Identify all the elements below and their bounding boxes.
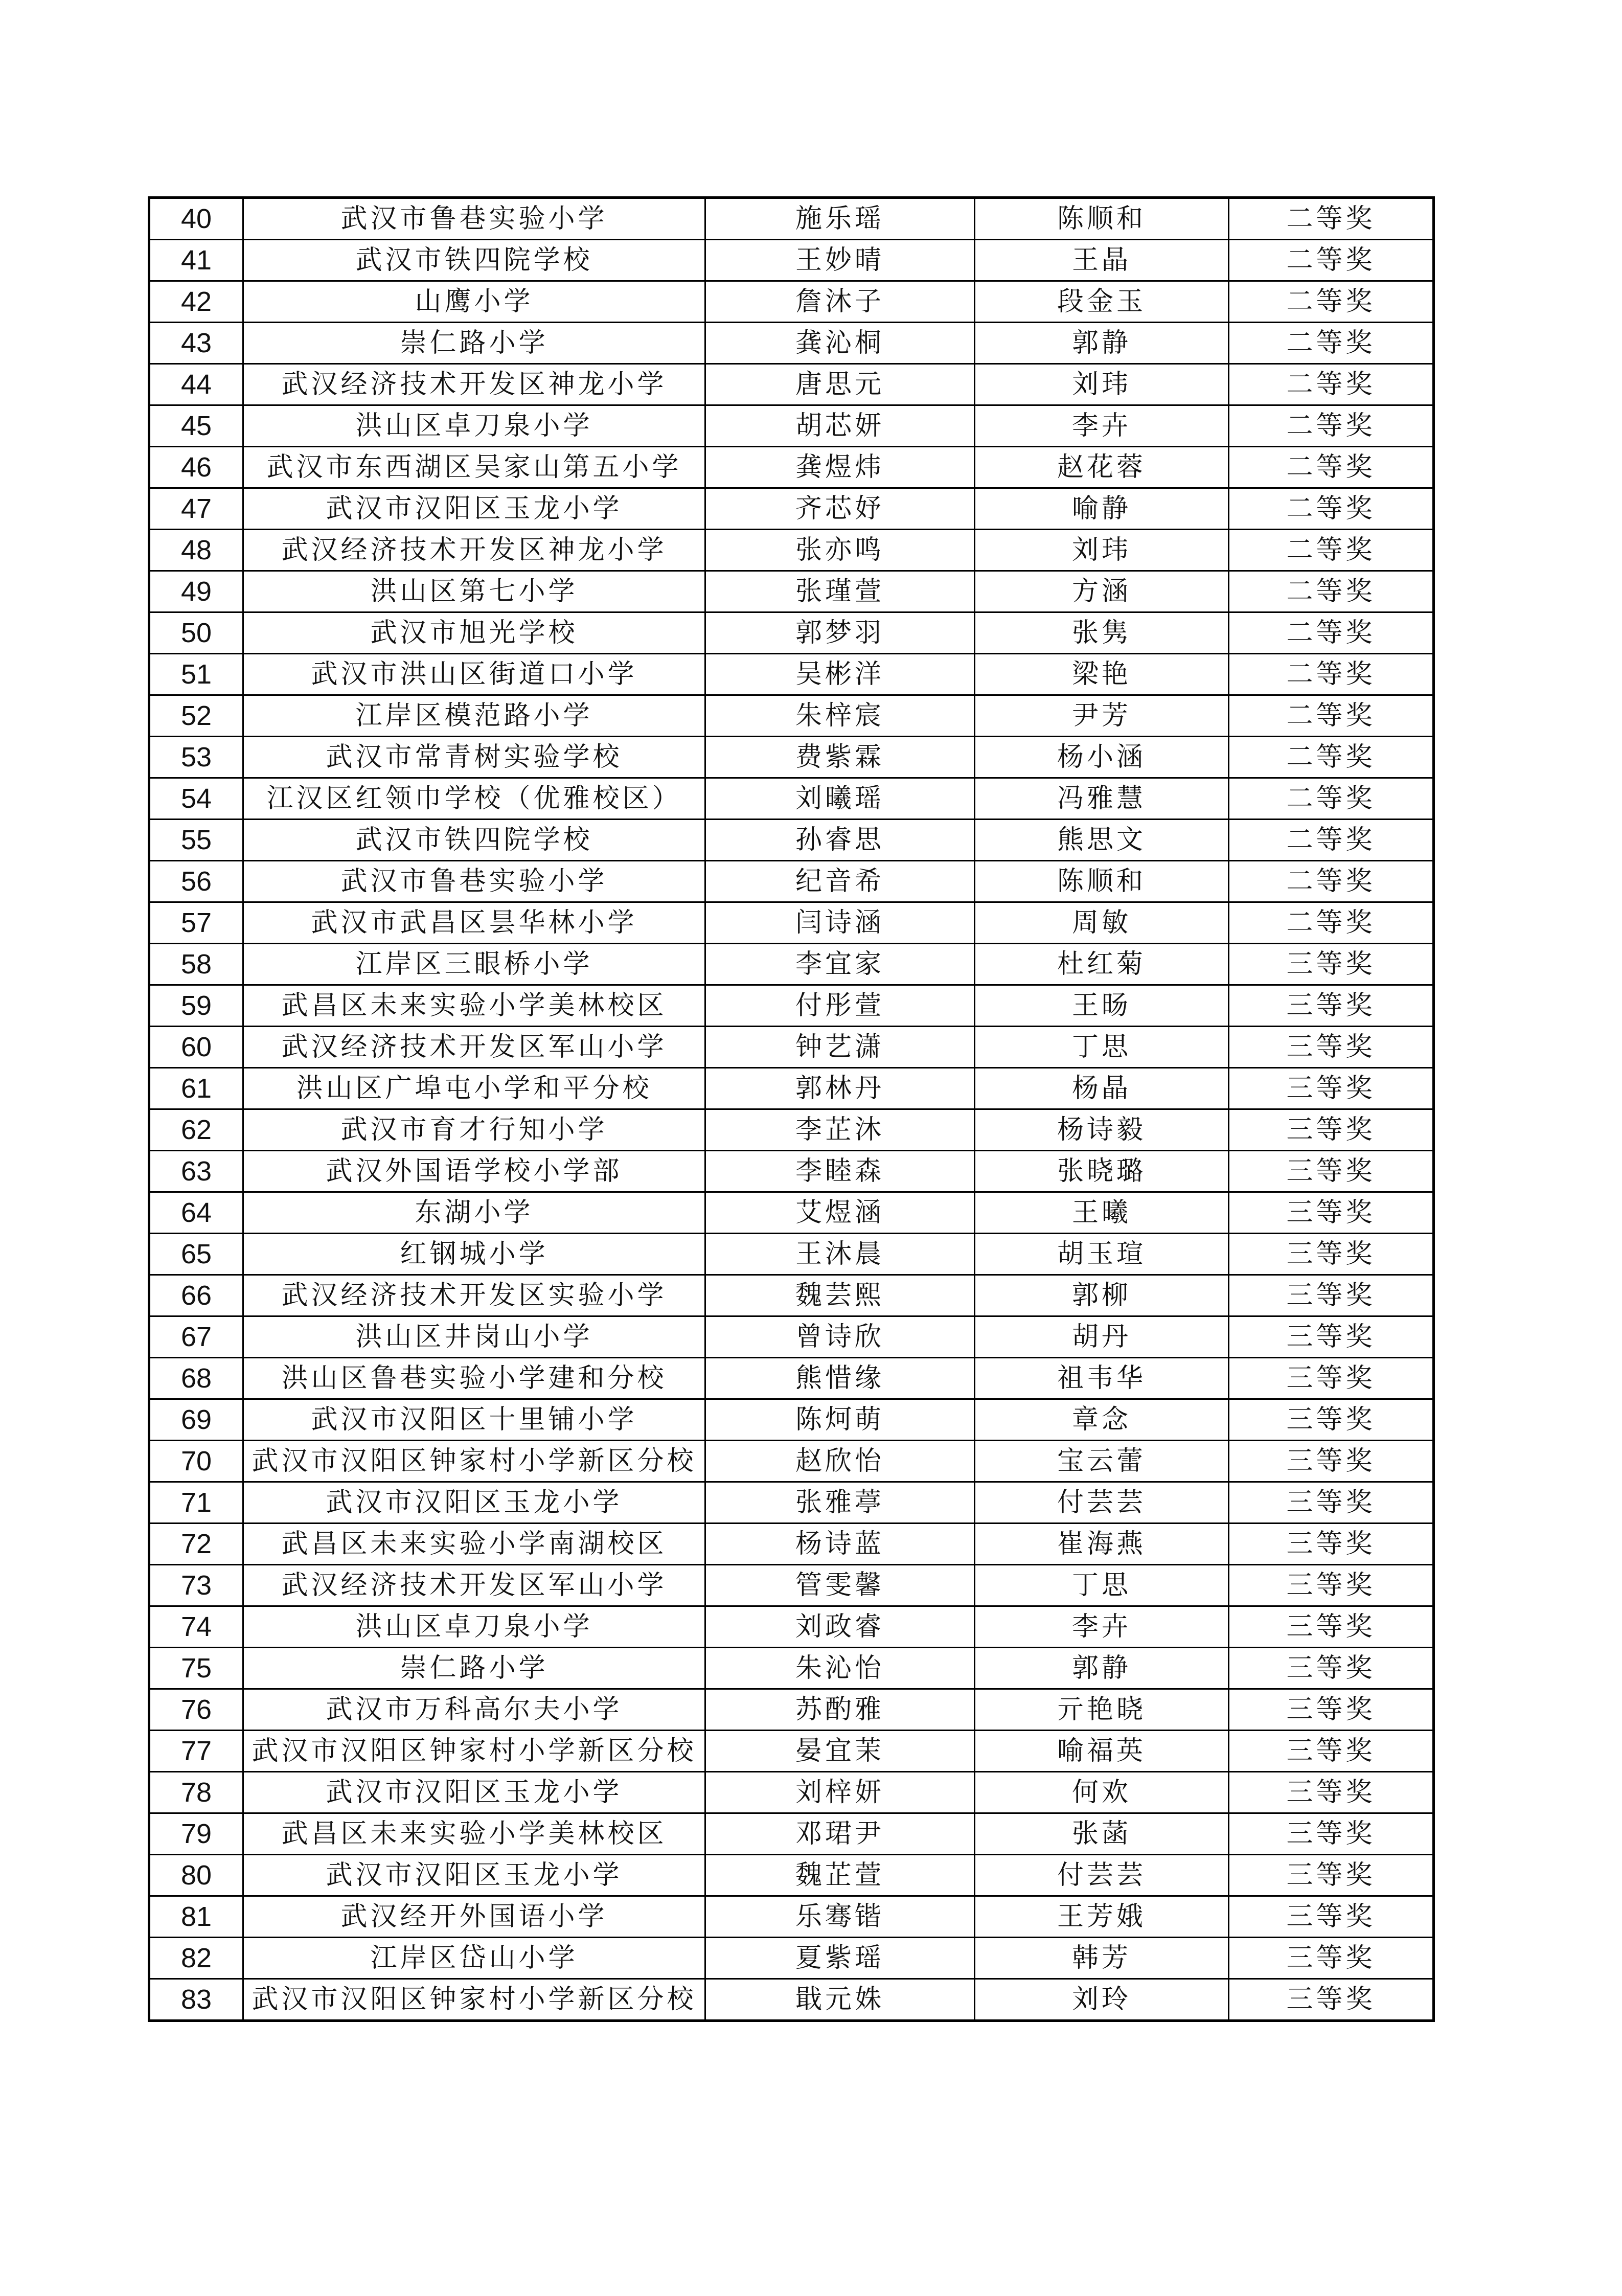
teacher-name-cell: 杨晶	[975, 1068, 1229, 1109]
school-cell: 红钢城小学	[243, 1234, 705, 1275]
school-cell: 武汉市铁四院学校	[243, 240, 705, 281]
award-level-cell: 三等奖	[1229, 1068, 1434, 1109]
row-number-cell: 53	[149, 737, 243, 778]
table-row	[149, 1358, 1434, 1399]
table-row	[149, 447, 1434, 488]
award-level-cell: 二等奖	[1229, 405, 1434, 447]
table-row	[149, 1068, 1434, 1109]
teacher-name-cell: 郭静	[975, 323, 1229, 364]
student-name-cell: 刘梓妍	[705, 1772, 975, 1813]
student-name-cell: 李芷沐	[705, 1109, 975, 1151]
student-name-cell: 管雯馨	[705, 1565, 975, 1606]
teacher-name-cell: 章念	[975, 1399, 1229, 1441]
teacher-name-cell: 赵花蓉	[975, 447, 1229, 488]
row-number-cell: 72	[149, 1524, 243, 1565]
table-row	[149, 1399, 1434, 1441]
school-cell: 武汉经济技术开发区神龙小学	[243, 364, 705, 405]
teacher-name-cell: 喻福英	[975, 1731, 1229, 1772]
table-row	[149, 323, 1434, 364]
student-name-cell: 王妙晴	[705, 240, 975, 281]
row-number-cell: 67	[149, 1316, 243, 1358]
student-name-cell: 张亦鸣	[705, 530, 975, 571]
table-row	[149, 902, 1434, 944]
award-level-cell: 二等奖	[1229, 323, 1434, 364]
school-cell: 江岸区三眼桥小学	[243, 944, 705, 985]
school-cell: 洪山区卓刀泉小学	[243, 1606, 705, 1648]
row-number-cell: 40	[149, 198, 243, 240]
school-cell: 武汉市汉阳区玉龙小学	[243, 1772, 705, 1813]
school-cell: 武汉经济技术开发区军山小学	[243, 1565, 705, 1606]
student-name-cell: 施乐瑶	[705, 198, 975, 240]
table-row	[149, 198, 1434, 240]
school-cell: 武汉市汉阳区玉龙小学	[243, 1855, 705, 1896]
student-name-cell: 熊惜缘	[705, 1358, 975, 1399]
student-name-cell: 张瑾萱	[705, 571, 975, 612]
school-cell: 武汉市鲁巷实验小学	[243, 198, 705, 240]
teacher-name-cell: 亓艳晓	[975, 1689, 1229, 1731]
school-cell: 武汉市东西湖区吴家山第五小学	[243, 447, 705, 488]
table-row	[149, 1316, 1434, 1358]
school-cell: 武汉市育才行知小学	[243, 1109, 705, 1151]
row-number-cell: 71	[149, 1482, 243, 1524]
table-row	[149, 1524, 1434, 1565]
school-cell: 武汉市汉阳区玉龙小学	[243, 1482, 705, 1524]
row-number-cell: 75	[149, 1648, 243, 1689]
award-level-cell: 三等奖	[1229, 1358, 1434, 1399]
award-level-cell: 三等奖	[1229, 1979, 1434, 2021]
school-cell: 洪山区广埠屯小学和平分校	[243, 1068, 705, 1109]
student-name-cell: 戢元姝	[705, 1979, 975, 2021]
row-number-cell: 49	[149, 571, 243, 612]
award-level-cell: 三等奖	[1229, 1275, 1434, 1316]
award-level-cell: 二等奖	[1229, 820, 1434, 861]
teacher-name-cell: 熊思文	[975, 820, 1229, 861]
teacher-name-cell: 付芸芸	[975, 1482, 1229, 1524]
award-level-cell: 三等奖	[1229, 1399, 1434, 1441]
teacher-name-cell: 刘玮	[975, 530, 1229, 571]
row-number-cell: 50	[149, 612, 243, 654]
award-level-cell: 三等奖	[1229, 1689, 1434, 1731]
row-number-cell: 58	[149, 944, 243, 985]
school-cell: 武汉市洪山区街道口小学	[243, 654, 705, 695]
award-level-cell: 三等奖	[1229, 1813, 1434, 1855]
table-row	[149, 364, 1434, 405]
teacher-name-cell: 郭静	[975, 1648, 1229, 1689]
table-row	[149, 612, 1434, 654]
award-level-cell: 二等奖	[1229, 737, 1434, 778]
award-level-cell: 二等奖	[1229, 612, 1434, 654]
school-cell: 武汉经济技术开发区神龙小学	[243, 530, 705, 571]
award-level-cell: 三等奖	[1229, 1027, 1434, 1068]
student-name-cell: 乐骞锴	[705, 1896, 975, 1938]
student-name-cell: 纪音希	[705, 861, 975, 902]
award-level-cell: 二等奖	[1229, 364, 1434, 405]
student-name-cell: 胡芯妍	[705, 405, 975, 447]
row-number-cell: 68	[149, 1358, 243, 1399]
student-name-cell: 王沐晨	[705, 1234, 975, 1275]
table-row	[149, 1648, 1434, 1689]
award-level-cell: 三等奖	[1229, 944, 1434, 985]
table-row	[149, 1234, 1434, 1275]
teacher-name-cell: 陈顺和	[975, 198, 1229, 240]
award-level-cell: 二等奖	[1229, 902, 1434, 944]
row-number-cell: 55	[149, 820, 243, 861]
award-level-cell: 二等奖	[1229, 861, 1434, 902]
table-row	[149, 820, 1434, 861]
teacher-name-cell: 喻静	[975, 488, 1229, 530]
row-number-cell: 77	[149, 1731, 243, 1772]
student-name-cell: 詹沐子	[705, 281, 975, 323]
teacher-name-cell: 胡玉瑄	[975, 1234, 1229, 1275]
row-number-cell: 82	[149, 1938, 243, 1979]
school-cell: 武昌区未来实验小学美林校区	[243, 1813, 705, 1855]
teacher-name-cell: 韩芳	[975, 1938, 1229, 1979]
teacher-name-cell: 杨小涵	[975, 737, 1229, 778]
student-name-cell: 张雅葶	[705, 1482, 975, 1524]
teacher-name-cell: 杨诗毅	[975, 1109, 1229, 1151]
row-number-cell: 59	[149, 985, 243, 1027]
table-row	[149, 1482, 1434, 1524]
row-number-cell: 60	[149, 1027, 243, 1068]
award-level-cell: 三等奖	[1229, 1482, 1434, 1524]
teacher-name-cell: 段金玉	[975, 281, 1229, 323]
student-name-cell: 艾煜涵	[705, 1192, 975, 1234]
teacher-name-cell: 方涵	[975, 571, 1229, 612]
teacher-name-cell: 王曦	[975, 1192, 1229, 1234]
teacher-name-cell: 王晶	[975, 240, 1229, 281]
table-row	[149, 737, 1434, 778]
row-number-cell: 41	[149, 240, 243, 281]
school-cell: 武汉市汉阳区十里铺小学	[243, 1399, 705, 1441]
table-row	[149, 1027, 1434, 1068]
student-name-cell: 魏芷萱	[705, 1855, 975, 1896]
teacher-name-cell: 崔海燕	[975, 1524, 1229, 1565]
table-row	[149, 281, 1434, 323]
award-level-cell: 三等奖	[1229, 985, 1434, 1027]
student-name-cell: 刘政睿	[705, 1606, 975, 1648]
award-level-cell: 二等奖	[1229, 447, 1434, 488]
student-name-cell: 郭林丹	[705, 1068, 975, 1109]
school-cell: 江岸区模范路小学	[243, 695, 705, 737]
award-level-cell: 二等奖	[1229, 530, 1434, 571]
award-level-cell: 二等奖	[1229, 654, 1434, 695]
school-cell: 武汉经开外国语小学	[243, 1896, 705, 1938]
school-cell: 武汉市万科高尔夫小学	[243, 1689, 705, 1731]
row-number-cell: 74	[149, 1606, 243, 1648]
award-level-cell: 三等奖	[1229, 1151, 1434, 1192]
table-row	[149, 778, 1434, 820]
table-row	[149, 861, 1434, 902]
student-name-cell: 魏芸熙	[705, 1275, 975, 1316]
student-name-cell: 陈炣萌	[705, 1399, 975, 1441]
teacher-name-cell: 杜红菊	[975, 944, 1229, 985]
row-number-cell: 44	[149, 364, 243, 405]
school-cell: 江汉区红领巾学校（优雅校区）	[243, 778, 705, 820]
table-row	[149, 1813, 1434, 1855]
table-row	[149, 1855, 1434, 1896]
table-row	[149, 488, 1434, 530]
award-level-cell: 二等奖	[1229, 240, 1434, 281]
student-name-cell: 闫诗涵	[705, 902, 975, 944]
row-number-cell: 80	[149, 1855, 243, 1896]
award-level-cell: 三等奖	[1229, 1648, 1434, 1689]
row-number-cell: 65	[149, 1234, 243, 1275]
row-number-cell: 81	[149, 1896, 243, 1938]
award-level-cell: 二等奖	[1229, 778, 1434, 820]
school-cell: 江岸区岱山小学	[243, 1938, 705, 1979]
row-number-cell: 52	[149, 695, 243, 737]
table-row	[149, 1441, 1434, 1482]
teacher-name-cell: 张菡	[975, 1813, 1229, 1855]
student-name-cell: 费紫霖	[705, 737, 975, 778]
row-number-cell: 73	[149, 1565, 243, 1606]
school-cell: 洪山区第七小学	[243, 571, 705, 612]
student-name-cell: 曾诗欣	[705, 1316, 975, 1358]
award-level-cell: 三等奖	[1229, 1565, 1434, 1606]
school-cell: 武汉外国语学校小学部	[243, 1151, 705, 1192]
teacher-name-cell: 丁思	[975, 1565, 1229, 1606]
row-number-cell: 69	[149, 1399, 243, 1441]
row-number-cell: 63	[149, 1151, 243, 1192]
teacher-name-cell: 刘玮	[975, 364, 1229, 405]
row-number-cell: 62	[149, 1109, 243, 1151]
row-number-cell: 64	[149, 1192, 243, 1234]
award-level-cell: 三等奖	[1229, 1938, 1434, 1979]
school-cell: 武汉市武昌区昙华林小学	[243, 902, 705, 944]
student-name-cell: 杨诗蓝	[705, 1524, 975, 1565]
teacher-name-cell: 胡丹	[975, 1316, 1229, 1358]
row-number-cell: 48	[149, 530, 243, 571]
row-number-cell: 43	[149, 323, 243, 364]
student-name-cell: 朱沁怡	[705, 1648, 975, 1689]
table-row	[149, 985, 1434, 1027]
student-name-cell: 钟艺潇	[705, 1027, 975, 1068]
teacher-name-cell: 张晓璐	[975, 1151, 1229, 1192]
table-row	[149, 1275, 1434, 1316]
row-number-cell: 46	[149, 447, 243, 488]
award-level-cell: 三等奖	[1229, 1234, 1434, 1275]
table-row	[149, 654, 1434, 695]
teacher-name-cell: 李卉	[975, 405, 1229, 447]
school-cell: 武汉经济技术开发区实验小学	[243, 1275, 705, 1316]
school-cell: 武汉市鲁巷实验小学	[243, 861, 705, 902]
school-cell: 武汉市旭光学校	[243, 612, 705, 654]
award-level-cell: 三等奖	[1229, 1524, 1434, 1565]
row-number-cell: 56	[149, 861, 243, 902]
table-row	[149, 1565, 1434, 1606]
school-cell: 洪山区鲁巷实验小学建和分校	[243, 1358, 705, 1399]
teacher-name-cell: 王旸	[975, 985, 1229, 1027]
award-level-cell: 二等奖	[1229, 198, 1434, 240]
row-number-cell: 79	[149, 1813, 243, 1855]
row-number-cell: 70	[149, 1441, 243, 1482]
school-cell: 崇仁路小学	[243, 1648, 705, 1689]
school-cell: 山鹰小学	[243, 281, 705, 323]
table-row	[149, 1109, 1434, 1151]
award-level-cell: 三等奖	[1229, 1606, 1434, 1648]
award-level-cell: 二等奖	[1229, 281, 1434, 323]
teacher-name-cell: 宝云蕾	[975, 1441, 1229, 1482]
table-row	[149, 1192, 1434, 1234]
student-name-cell: 邓珺尹	[705, 1813, 975, 1855]
student-name-cell: 孙睿思	[705, 820, 975, 861]
award-level-cell: 三等奖	[1229, 1316, 1434, 1358]
table-row	[149, 1689, 1434, 1731]
teacher-name-cell: 尹芳	[975, 695, 1229, 737]
school-cell: 洪山区井岗山小学	[243, 1316, 705, 1358]
teacher-name-cell: 何欢	[975, 1772, 1229, 1813]
teacher-name-cell: 陈顺和	[975, 861, 1229, 902]
student-name-cell: 郭梦羽	[705, 612, 975, 654]
award-level-cell: 三等奖	[1229, 1772, 1434, 1813]
school-cell: 武汉市汉阳区钟家村小学新区分校	[243, 1731, 705, 1772]
teacher-name-cell: 付芸芸	[975, 1855, 1229, 1896]
student-name-cell: 夏紫瑶	[705, 1938, 975, 1979]
school-cell: 崇仁路小学	[243, 323, 705, 364]
row-number-cell: 54	[149, 778, 243, 820]
school-cell: 洪山区卓刀泉小学	[243, 405, 705, 447]
award-table-body	[149, 198, 1434, 2021]
student-name-cell: 朱梓宸	[705, 695, 975, 737]
student-name-cell: 李睦森	[705, 1151, 975, 1192]
row-number-cell: 57	[149, 902, 243, 944]
award-level-cell: 三等奖	[1229, 1855, 1434, 1896]
row-number-cell: 78	[149, 1772, 243, 1813]
student-name-cell: 晏宜茉	[705, 1731, 975, 1772]
table-row	[149, 1772, 1434, 1813]
table-row	[149, 405, 1434, 447]
award-level-cell: 三等奖	[1229, 1896, 1434, 1938]
teacher-name-cell: 冯雅慧	[975, 778, 1229, 820]
award-level-cell: 三等奖	[1229, 1192, 1434, 1234]
teacher-name-cell: 郭柳	[975, 1275, 1229, 1316]
award-level-cell: 二等奖	[1229, 571, 1434, 612]
table-row	[149, 571, 1434, 612]
school-cell: 武汉市铁四院学校	[243, 820, 705, 861]
table-row	[149, 1731, 1434, 1772]
table-row	[149, 1606, 1434, 1648]
table-row	[149, 1938, 1434, 1979]
award-level-cell: 二等奖	[1229, 488, 1434, 530]
school-cell: 武汉市汉阳区玉龙小学	[243, 488, 705, 530]
row-number-cell: 61	[149, 1068, 243, 1109]
student-name-cell: 唐思元	[705, 364, 975, 405]
table-row	[149, 695, 1434, 737]
award-level-cell: 二等奖	[1229, 695, 1434, 737]
row-number-cell: 47	[149, 488, 243, 530]
table-row	[149, 240, 1434, 281]
student-name-cell: 齐芯妤	[705, 488, 975, 530]
award-table	[148, 196, 1435, 2022]
teacher-name-cell: 周敏	[975, 902, 1229, 944]
student-name-cell: 李宜家	[705, 944, 975, 985]
school-cell: 武汉市常青树实验学校	[243, 737, 705, 778]
teacher-name-cell: 李卉	[975, 1606, 1229, 1648]
school-cell: 武汉市汉阳区钟家村小学新区分校	[243, 1441, 705, 1482]
school-cell: 东湖小学	[243, 1192, 705, 1234]
student-name-cell: 龚沁桐	[705, 323, 975, 364]
row-number-cell: 45	[149, 405, 243, 447]
table-row	[149, 1979, 1434, 2021]
table-row	[149, 1896, 1434, 1938]
row-number-cell: 76	[149, 1689, 243, 1731]
teacher-name-cell: 张隽	[975, 612, 1229, 654]
teacher-name-cell: 祖韦华	[975, 1358, 1229, 1399]
award-level-cell: 三等奖	[1229, 1109, 1434, 1151]
school-cell: 武昌区未来实验小学南湖校区	[243, 1524, 705, 1565]
table-row	[149, 944, 1434, 985]
school-cell: 武汉市汉阳区钟家村小学新区分校	[243, 1979, 705, 2021]
school-cell: 武昌区未来实验小学美林校区	[243, 985, 705, 1027]
teacher-name-cell: 刘玲	[975, 1979, 1229, 2021]
table-row	[149, 1151, 1434, 1192]
student-name-cell: 付彤萱	[705, 985, 975, 1027]
student-name-cell: 苏酌雅	[705, 1689, 975, 1731]
student-name-cell: 吴彬洋	[705, 654, 975, 695]
student-name-cell: 赵欣怡	[705, 1441, 975, 1482]
row-number-cell: 51	[149, 654, 243, 695]
row-number-cell: 83	[149, 1979, 243, 2021]
teacher-name-cell: 丁思	[975, 1027, 1229, 1068]
teacher-name-cell: 梁艳	[975, 654, 1229, 695]
school-cell: 武汉经济技术开发区军山小学	[243, 1027, 705, 1068]
award-level-cell: 三等奖	[1229, 1731, 1434, 1772]
student-name-cell: 刘曦瑶	[705, 778, 975, 820]
award-level-cell: 三等奖	[1229, 1441, 1434, 1482]
table-row	[149, 530, 1434, 571]
row-number-cell: 66	[149, 1275, 243, 1316]
teacher-name-cell: 王芳娥	[975, 1896, 1229, 1938]
row-number-cell: 42	[149, 281, 243, 323]
student-name-cell: 龚煜炜	[705, 447, 975, 488]
